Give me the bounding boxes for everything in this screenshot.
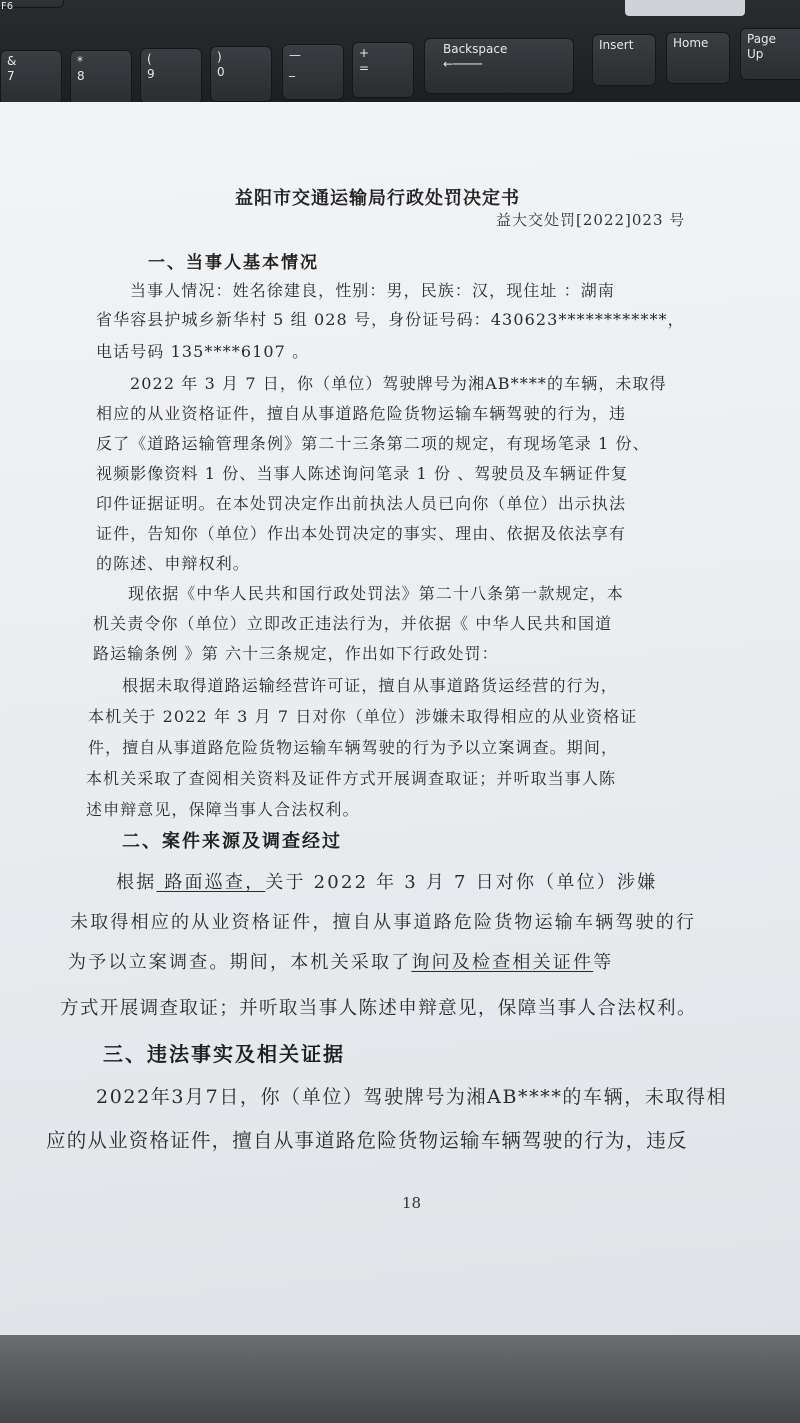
home-key[interactable] bbox=[666, 32, 730, 84]
paragraph-line: 件，擅自从事道路危险货物运输车辆驾驶的行为予以立案调查。期间， bbox=[88, 738, 619, 757]
section-heading: 二、案件来源及调查经过 bbox=[122, 831, 342, 852]
paragraph-line: 反了《道路运输管理条例》第二十三条第二项的规定，有现场笔录 1 份、 bbox=[96, 434, 650, 453]
paragraph-line: 本机关于 2022 年 3 月 7 日对你（单位）涉嫌未取得相应的从业资格证 bbox=[88, 707, 638, 726]
paragraph-line: 视频影像资料 1 份、当事人陈述询问笔录 1 份 、驾驶员及车辆证件复 bbox=[96, 464, 629, 483]
paragraph-line bbox=[116, 868, 657, 894]
document-title: 益阳市交通运输局行政处罚决定书 bbox=[235, 188, 520, 209]
page-up-key[interactable] bbox=[740, 28, 800, 80]
paragraph-line: 根据未取得道路运输经营许可证，擅自从事道路货运经营的行为， bbox=[122, 676, 618, 695]
paragraph-line: 省华容县护城乡新华村 5 组 028 号，身份证号码：430623************， bbox=[96, 310, 685, 329]
paragraph-line: 印件证据证明。在本处罚决定作出前执法人员已向你（单位）出示执法 bbox=[96, 494, 627, 513]
keyboard-logo bbox=[625, 0, 745, 16]
key-label: _ bbox=[289, 63, 295, 77]
key-7[interactable] bbox=[0, 50, 62, 106]
paragraph-line: 电话号码 135****6107 。 bbox=[96, 342, 310, 361]
paragraph-line: 述申辩意见，保障当事人合法权利。 bbox=[86, 800, 360, 819]
keyboard bbox=[0, 0, 800, 110]
paragraph-line: 本机关采取了查阅相关资料及证件方式开展调查取证；并听取当事人陈 bbox=[86, 769, 617, 788]
line-text: 等 bbox=[593, 952, 614, 973]
f6-key-label: F6 bbox=[1, 1, 14, 12]
line-text: 关于 2022 年 3 月 7 日对你（单位）涉嫌 bbox=[265, 872, 658, 893]
paragraph-line: 机关责令你（单位）立即改正违法行为，并依据《 中华人民共和国道 bbox=[93, 614, 613, 633]
key-equals[interactable] bbox=[352, 42, 414, 98]
key-label: Page bbox=[747, 32, 777, 46]
key-label: 7 bbox=[7, 69, 15, 83]
key-label: Insert bbox=[599, 38, 634, 52]
backspace-key[interactable] bbox=[424, 38, 574, 94]
key-9[interactable] bbox=[140, 48, 202, 104]
key-label: + bbox=[359, 46, 370, 60]
key-label: = bbox=[359, 61, 370, 75]
key-0[interactable] bbox=[210, 46, 272, 102]
document-number: 益大交处罚[2022]023 号 bbox=[496, 211, 686, 229]
paragraph-line: 方式开展调查取证；并听取当事人陈述申辩意见，保障当事人合法权利。 bbox=[60, 998, 697, 1019]
paragraph-line: 路运输条例 》第 六十三条规定，作出如下行政处罚： bbox=[93, 644, 499, 663]
insert-key[interactable] bbox=[592, 34, 656, 86]
key-label: * bbox=[77, 54, 83, 68]
paragraph-line: 未取得相应的从业资格证件，擅自从事道路危险货物运输车辆驾驶的行 bbox=[70, 912, 697, 933]
paragraph-line: 2022年3月7日，你（单位）驾驶牌号为湘AB****的车辆，未取得相 bbox=[96, 1086, 728, 1108]
key-minus[interactable] bbox=[282, 44, 344, 100]
paragraph-line bbox=[68, 948, 613, 974]
paragraph-line: 现依据《中华人民共和国行政处罚法》第二十八条第一款规定，本 bbox=[128, 584, 624, 603]
line-text: 根据 bbox=[116, 872, 157, 893]
case-source: 路面巡查， bbox=[156, 872, 266, 893]
paragraph-line: 相应的从业资格证件，擅自从事道路危险货物运输车辆驾驶的行为，违 bbox=[96, 404, 627, 423]
key-label: Home bbox=[673, 36, 709, 50]
key-label: 8 bbox=[77, 69, 85, 83]
paragraph-line: 证件，告知你（单位）作出本处罚决定的事实、理由、依据及依法享有 bbox=[96, 524, 627, 543]
key-8[interactable] bbox=[70, 50, 132, 106]
section-heading: 三、违法事实及相关证据 bbox=[103, 1042, 345, 1066]
key-label: 0 bbox=[217, 65, 225, 79]
section-heading: 一、当事人基本情况 bbox=[148, 253, 319, 273]
arrow-left-icon: ←──── bbox=[443, 57, 482, 71]
key-label: ( bbox=[147, 52, 152, 66]
page-number: 18 bbox=[402, 1194, 422, 1212]
paragraph-line: 2022 年 3 月 7 日，你（单位）驾驶牌号为湘AB****的车辆，未取得 bbox=[130, 374, 667, 393]
key-label: & bbox=[7, 54, 17, 68]
key-label: — bbox=[289, 48, 301, 62]
paragraph-line: 的陈述、申辩权利。 bbox=[96, 554, 250, 573]
paragraph-line: 当事人情况：姓名徐建良，性别：男，民族：汉，现住址 ：湖南 bbox=[130, 281, 615, 300]
line-text: 为予以立案调查。期间，本机关采取了 bbox=[68, 952, 412, 973]
paragraph-line: 应的从业资格证件，擅自从事道路危险货物运输车辆驾驶的行为，违反 bbox=[46, 1129, 688, 1152]
key-label: ) bbox=[217, 50, 222, 64]
key-label: Backspace bbox=[443, 42, 508, 56]
desk-surface bbox=[0, 1335, 800, 1423]
key-label: 9 bbox=[147, 67, 155, 81]
investigation-method: 询问及检查相关证件 bbox=[411, 952, 594, 973]
key-label: Up bbox=[747, 47, 764, 61]
f6-key[interactable] bbox=[0, 0, 64, 12]
